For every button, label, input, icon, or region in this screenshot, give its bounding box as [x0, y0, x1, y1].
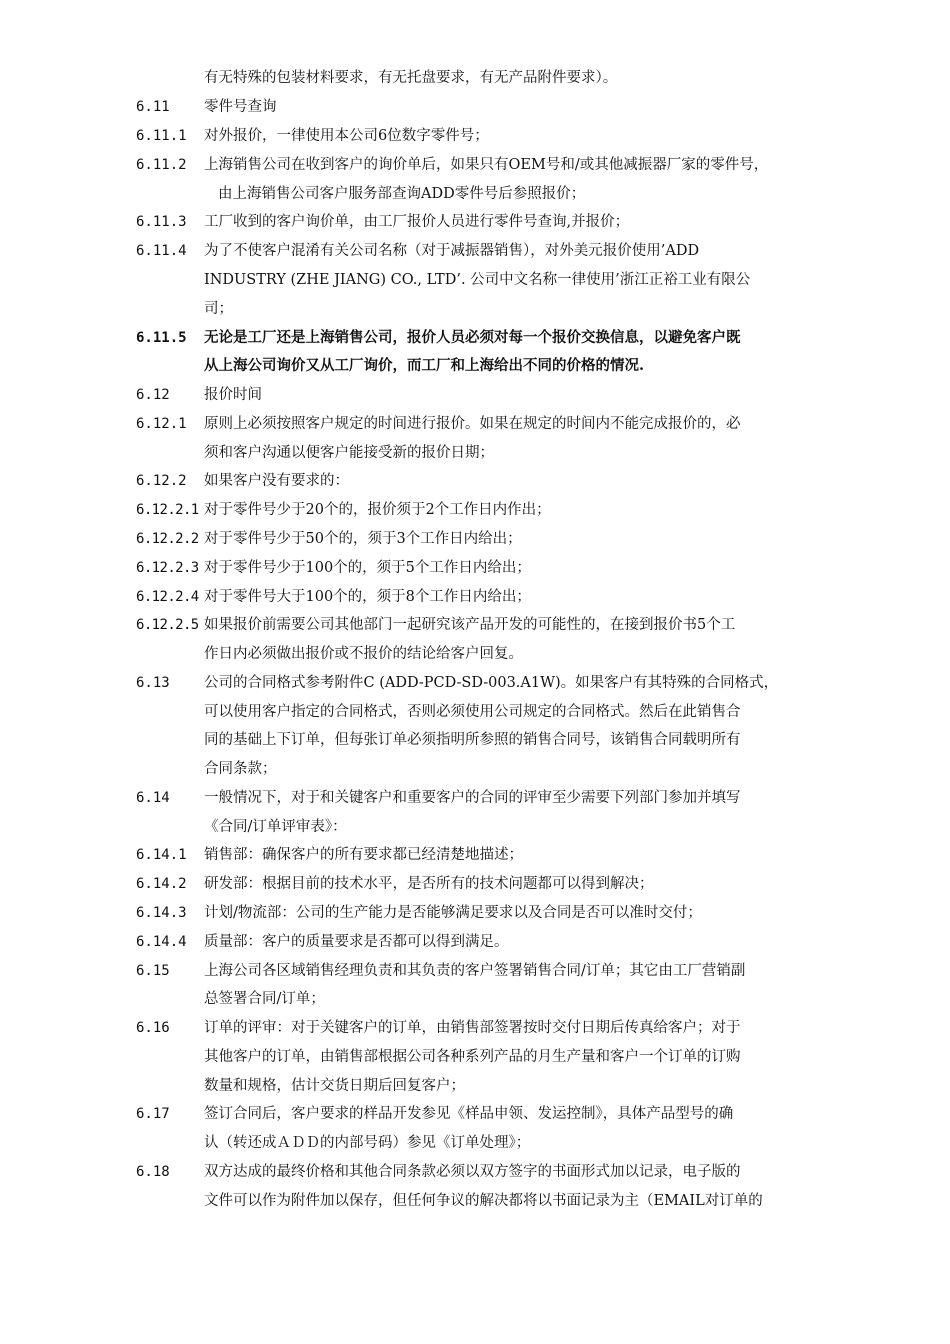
- clause-6-12-2-1: [0, 496, 950, 524]
- clause-text: 合同条款；: [204, 761, 277, 777]
- clause-6-13: [0, 669, 950, 697]
- clause-6-12-2-2: [0, 525, 950, 553]
- clause-text: INDUSTRY (ZHE JIANG) CO., LTD’. 公司中文名称一律使用’浙江正裕工业有限公: [204, 272, 751, 288]
- clause-text: 对于零件号少于20个的，报价须于2个工作日内作出；: [204, 502, 551, 518]
- line-cont: [0, 352, 950, 380]
- clause-6-14: [0, 784, 950, 812]
- clause-text: 订单的评审：对于关键客户的订单，由销售部签署按时交付日期后传真给客户；对于: [204, 1020, 741, 1036]
- line-cont: [0, 64, 950, 92]
- clause-6-16: [0, 1014, 950, 1042]
- clause-6-11-5: [0, 324, 950, 352]
- clause-text: 双方达成的最终价格和其他合同条款必须以双方签字的书面形式加以记录，电子版的: [204, 1164, 741, 1180]
- clause-text: 认（转还成ＡＤＤ的内部号码）参见《订单处理》；: [204, 1135, 531, 1151]
- clause-text: 司；: [204, 301, 233, 317]
- clause-number: 6.12.2.4: [136, 589, 199, 605]
- clause-number: 6.14.2: [136, 876, 187, 892]
- clause-text: 对外报价，一律使用本公司6位数字零件号；: [204, 128, 489, 144]
- clause-text: 零件号查询: [204, 99, 277, 115]
- clause-6-14-1: [0, 841, 950, 869]
- clause-number: 6.15: [136, 963, 170, 979]
- line-cont: [0, 1129, 950, 1157]
- line-cont: [0, 755, 950, 783]
- clause-text: 作日内必须做出报价或不报价的结论给客户回复。: [204, 646, 523, 662]
- clause-text: 工厂收到的客户询价单，由工厂报价人员进行零件号查询,并报价；: [204, 214, 630, 230]
- clause-6-14-2: [0, 870, 950, 898]
- line-cont: [0, 640, 950, 668]
- clause-6-15: [0, 957, 950, 985]
- clause-text: 须和客户沟通以便客户能接受新的报价日期；: [204, 445, 494, 461]
- clause-6-11-4: [0, 237, 950, 265]
- clause-number: 6.18: [136, 1164, 170, 1180]
- clause-text: 由上海销售公司客户服务部查询ADD零件号后参照报价；: [218, 186, 586, 202]
- clause-6-17: [0, 1100, 950, 1128]
- clause-number: 6.13: [136, 675, 170, 691]
- clause-text: 签订合同后，客户要求的样品开发参见《样品申领、发运控制》，具体产品型号的确: [204, 1106, 734, 1122]
- clause-text: 公司的合同格式参考附件C (ADD-PCD-SD-003.A1W)。如果客户有其特殊的合同格式，: [204, 675, 779, 691]
- clause-text: 有无特殊的包装材料要求，有无托盘要求，有无产品附件要求）。: [204, 70, 618, 86]
- clause-text: 研发部：根据目前的技术水平，是否所有的技术问题都可以得到解决；: [204, 876, 654, 892]
- clause-number: 6.12.2: [136, 473, 187, 489]
- clause-text: 一般情况下，对于和关键客户和重要客户的合同的评审至少需要下列部门参加并填写: [204, 790, 741, 806]
- clause-text: 对于零件号少于50个的，须于3个工作日内给出；: [204, 531, 522, 547]
- clause-number: 6.12.2.3: [136, 560, 199, 576]
- clause-text: 文件可以作为附件加以保存，但任何争议的解决都将以书面记录为主（EMAIL对订单的: [204, 1193, 763, 1209]
- clause-text: 为了不使客户混淆有关公司名称（对于减振器销售），对外美元报价使用’ADD: [204, 243, 700, 259]
- clause-number: 6.14.3: [136, 905, 187, 921]
- clause-number: 6.11.4: [136, 243, 187, 259]
- line-cont: [0, 726, 950, 754]
- clause-text: 总签署合同/订单；: [204, 991, 325, 1007]
- clause-text: 可以使用客户指定的合同格式，否则必须使用公司规定的合同格式。然后在此销售合: [204, 704, 741, 720]
- clause-number: 6.12.2.5: [136, 617, 199, 633]
- clause-text: 从上海公司询价又从工厂询价，而工厂和上海给出不同的价格的情况.: [204, 357, 645, 374]
- clause-6-11-2: [0, 151, 950, 179]
- clause-number: 6.11.2: [136, 157, 187, 173]
- line-cont: [0, 439, 950, 467]
- clause-number: 6.11.1: [136, 128, 187, 144]
- clause-text: 无论是工厂还是上海销售公司，报价人员必须对每一个报价交换信息，以避免客户既: [204, 329, 741, 346]
- clause-text: 对于零件号大于100个的，须于8个工作日内给出；: [204, 589, 531, 605]
- clause-text: 计划/物流部：公司的生产能力是否能够满足要求以及合同是否可以准时交付；: [204, 905, 702, 921]
- line-cont: [0, 698, 950, 726]
- clause-number: 6.11.3: [136, 214, 187, 230]
- heading-6-11: [0, 93, 950, 121]
- clause-6-14-3: [0, 899, 950, 927]
- clause-number: 6.17: [136, 1106, 170, 1122]
- line-cont: [0, 1072, 950, 1100]
- clause-6-12-2-3: [0, 554, 950, 582]
- clause-text: 数量和规格，估计交货日期后回复客户；: [204, 1078, 465, 1094]
- line-cont: [0, 180, 950, 208]
- heading-6-12: [0, 381, 950, 409]
- line-cont: [0, 985, 950, 1013]
- line-cont: [0, 266, 950, 294]
- clause-number: 6.12.1: [136, 416, 187, 432]
- line-cont: [0, 813, 950, 841]
- clause-6-12-2-4: [0, 583, 950, 611]
- clause-number: 6.12: [136, 387, 170, 403]
- clause-number: 6.14.1: [136, 847, 187, 863]
- line-cont: [0, 295, 950, 323]
- clause-text: 销售部：确保客户的所有要求都已经清楚地描述；: [204, 847, 523, 863]
- clause-number: 6.14.4: [136, 934, 187, 950]
- clause-6-12-1: [0, 410, 950, 438]
- clause-6-18: [0, 1158, 950, 1186]
- clause-text: 如果报价前需要公司其他部门一起研究该产品开发的可能性的，在接到报价书5个工: [204, 617, 736, 633]
- clause-6-11-3: [0, 208, 950, 236]
- clause-text: 上海公司各区域销售经理负责和其负责的客户签署销售合同/订单；其它由工厂营销副: [204, 963, 746, 979]
- clause-number: 6.12.2.2: [136, 531, 199, 547]
- clause-number: 6.11.5: [136, 330, 187, 346]
- clause-text: 如果客户没有要求的：: [204, 473, 349, 489]
- clause-text: 上海销售公司在收到客户的询价单后，如果只有OEM号和/或其他减振器厂家的零件号，: [204, 157, 769, 173]
- clause-number: 6.14: [136, 790, 170, 806]
- line-cont: [0, 1043, 950, 1071]
- clause-text: 原则上必须按照客户规定的时间进行报价。如果在规定的时间内不能完成报价的，必: [204, 416, 741, 432]
- line-cont: [0, 1187, 950, 1215]
- clause-number: 6.16: [136, 1020, 170, 1036]
- clause-text: 对于零件号少于100个的，须于5个工作日内给出；: [204, 560, 531, 576]
- clause-text: 《合同/订单评审表》：: [204, 819, 347, 835]
- clause-text: 同的基础上下订单，但每张订单必须指明所参照的销售合同号，该销售合同载明所有: [204, 732, 741, 748]
- clause-number: 6.12.2.1: [136, 502, 199, 518]
- clause-text: 报价时间: [204, 387, 262, 403]
- clause-6-12-2: [0, 467, 950, 495]
- clause-6-12-2-5: [0, 611, 950, 639]
- clause-6-14-4: [0, 928, 950, 956]
- clause-text: 其他客户的订单，由销售部根据公司各种系列产品的月生产量和客户一个订单的订购: [204, 1049, 741, 1065]
- clause-number: 6.11: [136, 99, 170, 115]
- clause-text: 质量部：客户的质量要求是否都可以得到满足。: [204, 934, 509, 950]
- clause-6-11-1: [0, 122, 950, 150]
